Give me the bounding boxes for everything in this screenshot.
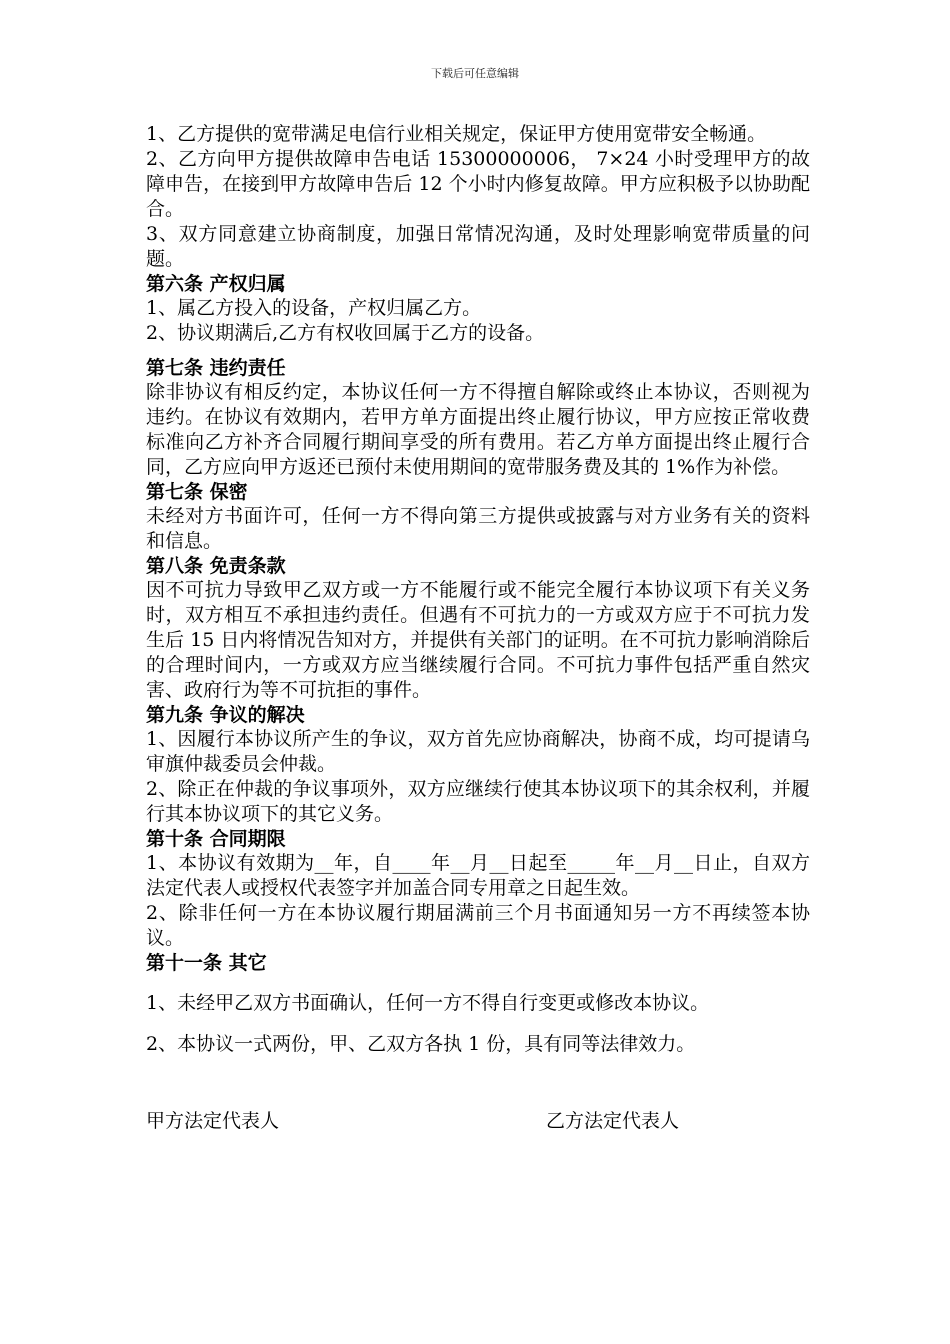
clause-10-item-1: 1、本协议有效期为__年，自____年__月__日起至_____年__月__日止，自双方法定代表人或授权代表签字并加盖合同专用章之日起生效。	[146, 852, 810, 899]
section-heading-breach: 第七条 违约责任	[146, 357, 286, 379]
section-heading-dispute: 第九条 争议的解决	[146, 704, 305, 726]
document-body	[146, 122, 810, 1134]
clause-8-paragraph: 因不可抗力导致甲乙双方或一方不能履行或不能完全履行本协议项下有关义务时，双方相互不承担违约责任。但遇有不可抗力的一方或双方应于不可抗力发生后 15 日内将情况告知对方，并提供有关部门的证明。在不可抗力影响消除后的合理时间内，一方或双方应当继续履行合同。不可抗力事件包括严重自然灾害、政府行为等不可抗拒的事件。	[146, 579, 810, 701]
clause-6-item-1: 1、属乙方投入的设备，产权归属乙方。	[146, 297, 482, 319]
clause-7-paragraph: 除非协议有相反约定，本协议任何一方不得擅自解除或终止本协议，否则视为违约。在协议有效期内，若甲方单方面提出终止履行协议，甲方应按正常收费标准向乙方补齐合同履行期间享受的所有费用。若乙方单方面提出终止履行合同，乙方应向甲方返还已预付未使用期间的宽带服务费及其的 1%作为补偿。	[146, 381, 810, 478]
clause-5-item-3: 3、双方同意建立协商制度，加强日常情况沟通，及时处理影响宽带质量的问题。	[146, 223, 810, 270]
clause-9-item-2: 2、除正在仲裁的争议事项外，双方应继续行使其本协议项下的其余权利，并履行其本协议项下的其它义务。	[146, 778, 810, 825]
section-heading-confidentiality: 第七条 保密	[146, 481, 248, 503]
page-header: 下载后可任意编辑	[431, 67, 519, 80]
section-heading-exemption: 第八条 免责条款	[146, 555, 286, 577]
section-heading-property: 第六条 产权归属	[146, 273, 286, 295]
clause-10-item-2: 2、除非任何一方在本协议履行期届满前三个月书面通知另一方不再续签本协议。	[146, 902, 810, 949]
clause-confidentiality-paragraph: 未经对方书面许可，任何一方不得向第三方提供或披露与对方业务有关的资料和信息。	[146, 505, 810, 552]
party-a-signature-label: 甲方法定代表人	[146, 1110, 280, 1132]
clause-9-item-1: 1、因履行本协议所产生的争议，双方首先应协商解决，协商不成，均可提请乌审旗仲裁委员会仲裁。	[146, 728, 810, 775]
signature-row	[146, 1109, 810, 1134]
clause-11-item-2: 2、本协议一式两份，甲、乙双方各执 1 份，具有同等法律效力。	[146, 1033, 696, 1055]
clause-11-item-1: 1、未经甲乙双方书面确认，任何一方不得自行变更或修改本协议。	[146, 992, 710, 1014]
clause-6-item-2: 2、协议期满后,乙方有权收回属于乙方的设备。	[146, 322, 545, 344]
section-heading-term: 第十条 合同期限	[146, 828, 286, 850]
party-b-signature-label: 乙方法定代表人	[546, 1110, 680, 1132]
clause-5-item-1: 1、乙方提供的宽带满足电信行业相关规定，保证甲方使用宽带安全畅通。	[146, 123, 767, 145]
section-heading-other: 第十一条 其它	[146, 952, 267, 974]
clause-5-item-2: 2、乙方向甲方提供故障申告电话 15300000006， 7×24 小时受理甲方的故障申告，在接到甲方故障申告后 12 个小时内修复故障。甲方应积极予以协助配合。	[146, 148, 810, 220]
